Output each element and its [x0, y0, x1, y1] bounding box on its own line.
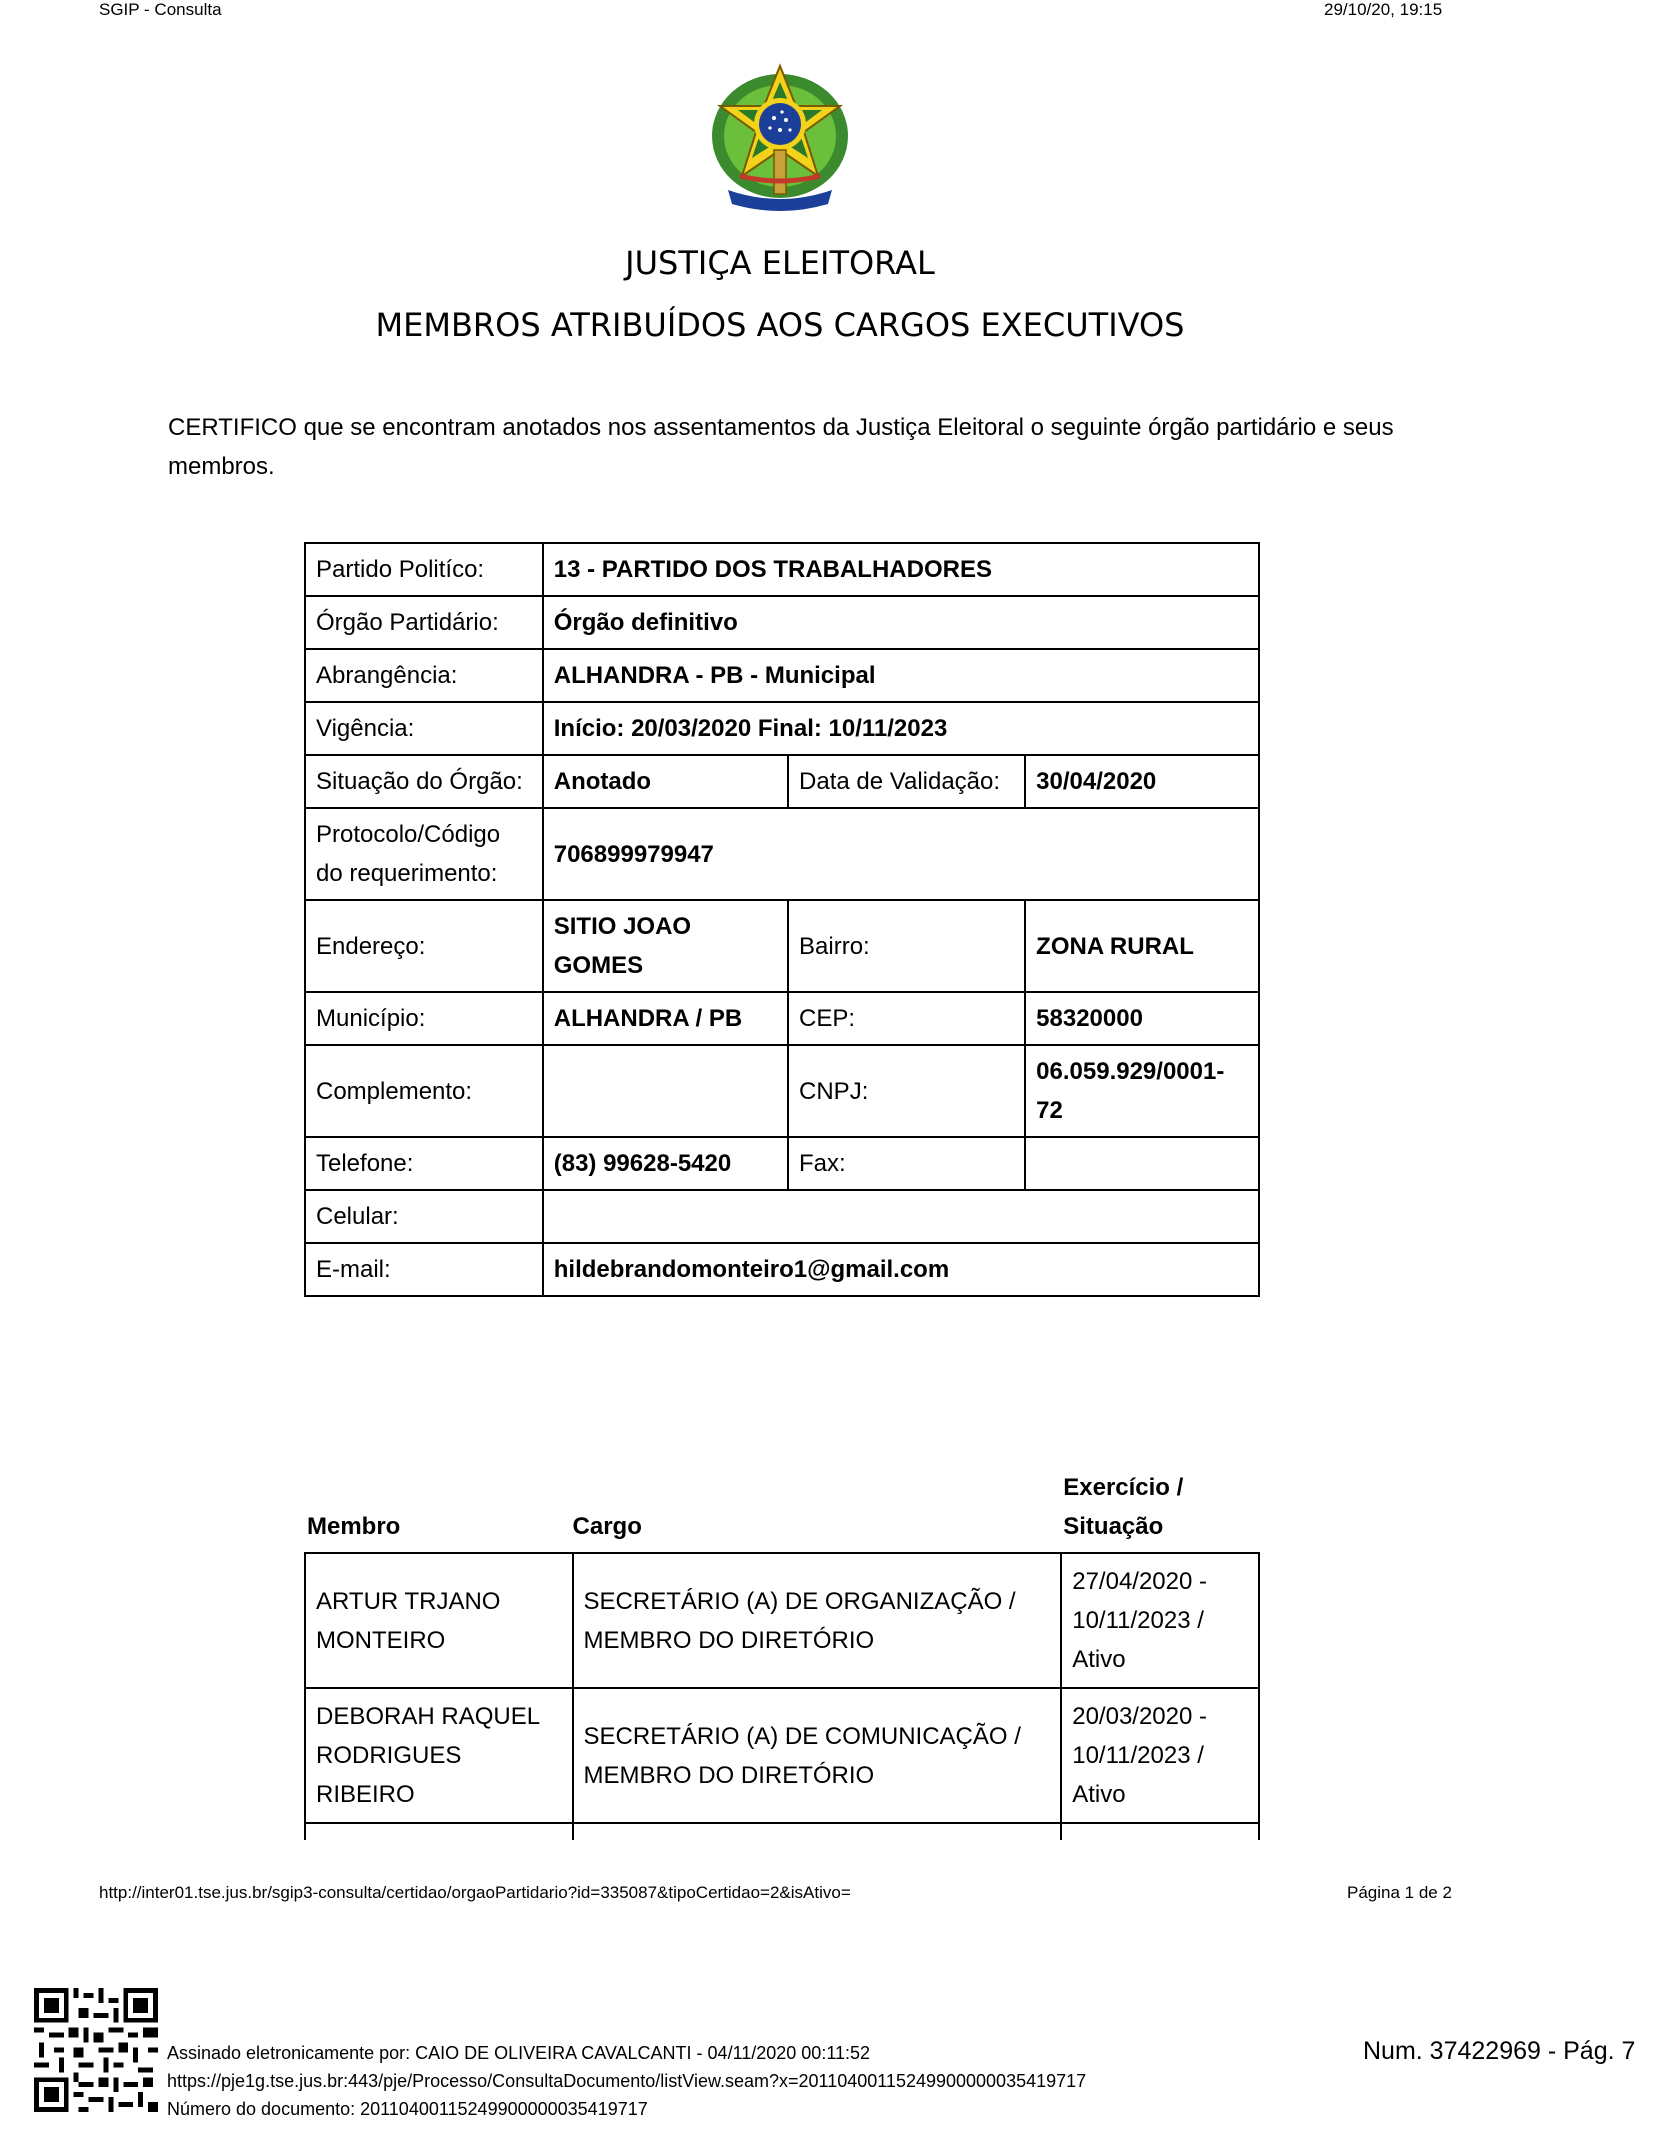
info-label: Telefone:	[305, 1137, 543, 1190]
info-value: Início: 20/03/2020 Final: 10/11/2023	[543, 702, 1259, 755]
info-label: Município:	[305, 992, 543, 1045]
info-row-email	[305, 1243, 1259, 1296]
info-value: ALHANDRA - PB - Municipal	[543, 649, 1259, 702]
info-row-telefone	[305, 1137, 1259, 1190]
info-value	[1025, 1137, 1259, 1190]
col-header-membro: Membro	[307, 1513, 401, 1540]
member-cargo: SECRETÁRIO (A) DE ORGANIZAÇÃO / MEMBRO DO DIRETÓRIO	[573, 1553, 1062, 1688]
table-row	[305, 1553, 1259, 1688]
info-value: Órgão definitivo	[543, 596, 1259, 649]
browser-title: SGIP - Consulta	[99, 0, 222, 19]
info-label: Fax:	[788, 1137, 1025, 1190]
intro-text: CERTIFICO que se encontram anotados nos assentamentos da Justiça Eleitoral o seguinte órgão partidário e seus membros.	[168, 414, 1394, 480]
col-header-exercicio: Exercício / Situação	[1063, 1474, 1184, 1540]
table-row	[305, 1688, 1259, 1823]
info-label: Órgão Partidário:	[305, 596, 543, 649]
info-label: Situação do Órgão:	[305, 755, 543, 808]
member-exercicio: 20/03/2020 - 10/11/2023 / Ativo	[1061, 1688, 1259, 1823]
signature-line1: Assinado eletronicamente por: CAIO DE OLIVEIRA CAVALCANTI - 04/11/2020 00:11:52	[167, 2043, 871, 2063]
info-value: 706899979947	[543, 808, 1259, 900]
info-value: hildebrandomonteiro1@gmail.com	[543, 1243, 1259, 1296]
info-value: 13 - PARTIDO DOS TRABALHADORES	[543, 543, 1259, 596]
footer-page: Página 1 de 2	[1347, 1883, 1452, 1902]
info-label: Abrangência:	[305, 649, 543, 702]
info-label: Bairro:	[788, 900, 1025, 992]
info-label: E-mail:	[305, 1243, 543, 1296]
info-label: Partido Politíco:	[305, 543, 543, 596]
info-value: SITIO JOAO GOMES	[543, 900, 788, 992]
info-label: CNPJ:	[788, 1045, 1025, 1137]
info-value: 58320000	[1025, 992, 1259, 1045]
info-row-orgao	[305, 596, 1259, 649]
info-row-partido	[305, 543, 1259, 596]
info-value: Anotado	[543, 755, 788, 808]
heading-line1: JUSTIÇA ELEITORAL	[625, 244, 935, 282]
info-row-complemento	[305, 1045, 1259, 1137]
heading-line2: MEMBROS ATRIBUÍDOS AOS CARGOS EXECUTIVOS	[375, 306, 1185, 344]
members-table	[304, 1462, 1260, 1840]
empty-cell	[573, 1823, 1062, 1840]
info-label: Data de Validação:	[788, 755, 1025, 808]
info-row-situacao	[305, 755, 1259, 808]
coat-of-arms-icon	[700, 58, 860, 220]
member-name: ARTUR TRJANO MONTEIRO	[305, 1553, 573, 1688]
info-label: Endereço:	[305, 900, 543, 992]
info-row-celular	[305, 1190, 1259, 1243]
info-row-protocolo	[305, 808, 1259, 900]
member-name: DEBORAH RAQUEL RODRIGUES RIBEIRO	[305, 1688, 573, 1823]
info-label: Celular:	[305, 1190, 543, 1243]
info-value: ZONA RURAL	[1025, 900, 1259, 992]
info-value: (83) 99628-5420	[543, 1137, 788, 1190]
info-row-endereco	[305, 900, 1259, 992]
info-label: Protocolo/Código do requerimento:	[305, 808, 543, 900]
signature-line2: https://pje1g.tse.jus.br:443/pje/Processo/ConsultaDocumento/listView.seam?x=20110400115249900000035419717	[167, 2071, 1087, 2091]
member-exercicio: 27/04/2020 - 10/11/2023 / Ativo	[1061, 1553, 1259, 1688]
info-value	[543, 1045, 788, 1137]
info-label: Vigência:	[305, 702, 543, 755]
info-label: Complemento:	[305, 1045, 543, 1137]
info-value: 30/04/2020	[1025, 755, 1259, 808]
member-cargo: SECRETÁRIO (A) DE COMUNICAÇÃO / MEMBRO DO DIRETÓRIO	[573, 1688, 1062, 1823]
footer-url: http://inter01.tse.jus.br/sgip3-consulta/certidao/orgaoPartidario?id=335087&tipoCertidao=2&isAtivo=	[99, 1883, 851, 1902]
info-value: 06.059.929/0001-72	[1025, 1045, 1259, 1137]
info-value: ALHANDRA / PB	[543, 992, 788, 1045]
info-row-abrangencia	[305, 649, 1259, 702]
empty-cell	[1061, 1823, 1259, 1840]
members-header-row	[305, 1462, 1259, 1553]
signature-line3: Número do documento: 20110400115249900000035419717	[167, 2099, 648, 2119]
info-row-vigencia	[305, 702, 1259, 755]
info-value	[543, 1190, 1259, 1243]
info-label: CEP:	[788, 992, 1025, 1045]
qr-code-icon	[34, 1988, 158, 2112]
col-header-cargo: Cargo	[572, 1513, 642, 1540]
document-number: Num. 37422969 - Pág. 7	[1363, 2037, 1636, 2065]
info-row-municipio	[305, 992, 1259, 1045]
browser-datetime: 29/10/20, 19:15	[1324, 0, 1443, 19]
table-row-cut-off	[305, 1823, 1259, 1840]
empty-cell	[305, 1823, 573, 1840]
party-info-table	[304, 542, 1260, 1297]
